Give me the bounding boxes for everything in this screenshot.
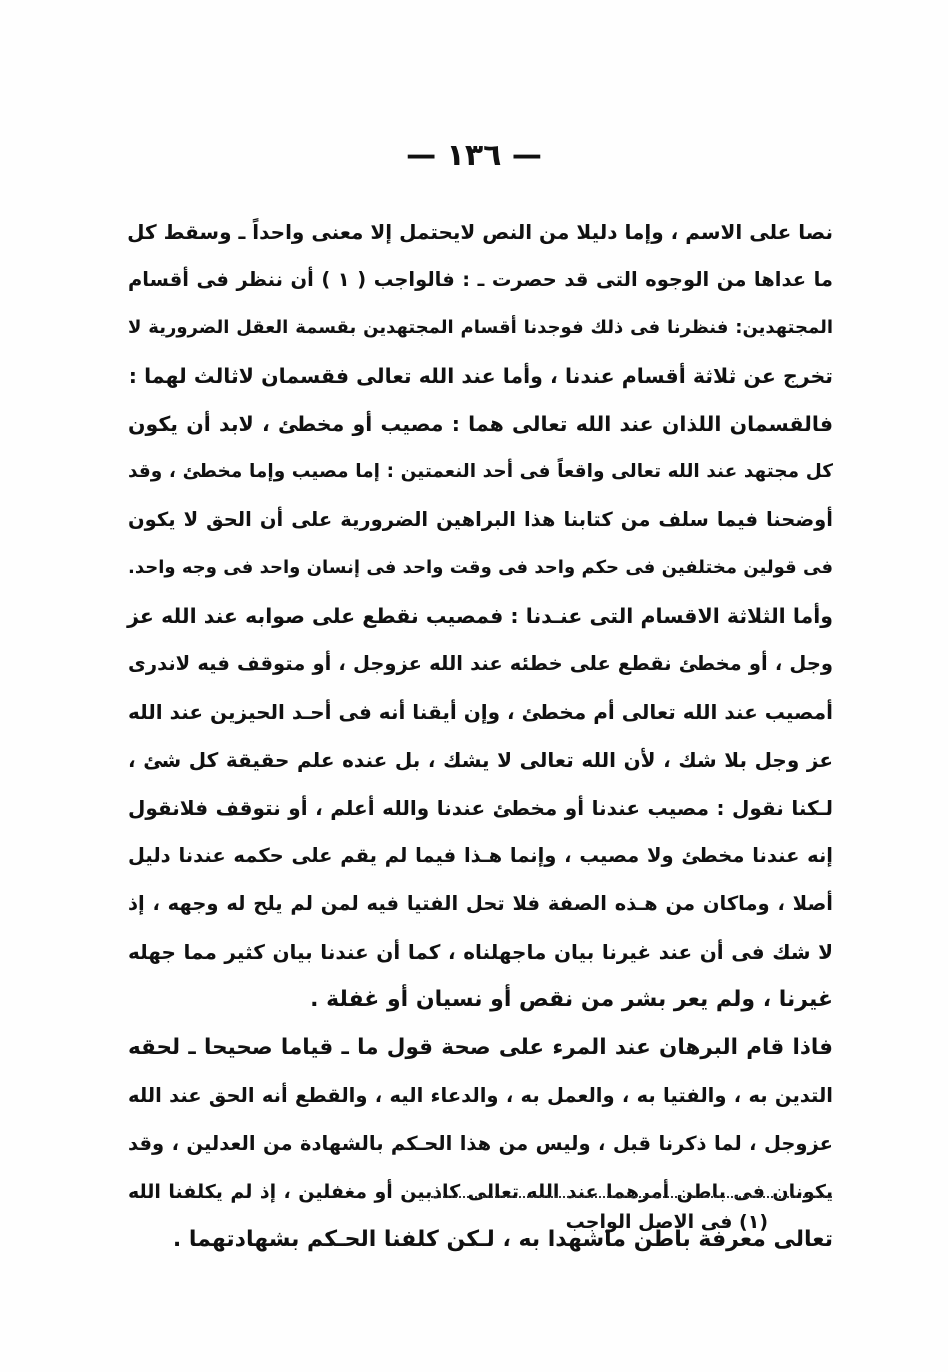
text-line: وأما الثلاثة الاقسام التى عنـدنا : فمصيب نقطع على صوابه عند الله عز [127,604,833,628]
text-line: وجل ، أو مخطئ نقطع على خطئه عند الله عزوجل ، أو متوقف فيه لاندرى [128,652,833,675]
text-line: لـكنا نقول : مصيب عندنا أو مخطئ عندنا والله أعلم ، أو نتوقف فلانقول [128,796,833,820]
text-line: يكونان فى باطن أمرهما عند الله تعالى كاذبين أو مغفلين ، إذ لم يكلفنا الله [128,1181,833,1203]
text-line: نصا على الاسم ، وإما دليلا من النص لايحتمل إلا معنى واحداً ـ وسقط كل [127,220,833,244]
text-line: أصلا ، وماكان من هـذه الصفة فلا تحل الفتيا فيه لمن لم يلح له وجهه ، إذ [128,892,833,915]
text-line: فاذا قام البرهان عند المرء على صحة قول ما ـ قياما صحيحا ـ لحقه [128,1035,833,1060]
text-line: عز وجل بلا شك ، لأن الله تعالى لا يشك ، بل عنده علم حقيقة كل شئ ، [128,748,833,772]
text-line: التدين به ، والفتيا به ، والعمل به ، والدعاء اليه ، والقطع أنه الحق عند الله [128,1084,833,1107]
text-line: المجتهدين: فنظرنا فى ذلك فوجدنا أقسام المجتهدين بقسمة العقل الضرورية لا [128,317,833,338]
text-line: تخرج عن ثلاثة أقسام عندنا ، وأما عند الله تعالى فقسمان لاثالث لهما : [128,364,833,388]
text-line: كل مجتهد عند الله تعالى واقعاً فى أحد النعمتين : إما مصيب وإما مخطئ ، وقد [128,461,833,482]
footnote-separator [428,1196,832,1198]
text-line: أوضحنا فيما سلف من كتابنا هذا البراهين الضرورية على أن الحق لا يكون [128,508,833,531]
paragraph-2 [128,400,833,592]
paragraph-3 [128,592,833,1024]
paragraph-1 [128,208,833,400]
text-line: تعالى معرفة باطن ماشهدا به ، لـكن كلفنا الحـكم بشهادتهما . [172,1227,833,1252]
text-line: لا شك فى أن عند غيرنا بيان ماجهلناه ، كما أن عندنا بيان كثير مما جهله [128,940,833,964]
text-line: غيرنا ، ولم يعر بشر من نقص أو نسيان أو غفلة . [310,987,833,1012]
footnote: (١) فى الاصل الواجب [565,1211,768,1233]
text-line: فالقسمان اللذان عند الله تعالى هما : مصيب أو مخطئ ، لابد أن يكون [128,412,833,436]
text-line: فى قولين مختلفين فى حكم واحد فى وقت واحد فى إنسان واحد فى وجه واحد. [128,557,833,578]
text-line: ما عداها من الوجوه التى قد حصرت ـ : فالواجب ( ١ ) أن ننظر فى أقسام [128,268,833,291]
text-line: إنه عندنا مخطئ ولا مصيب ، وإنما هـذا فيما لم يقم على حكمه عندنا دليل [128,844,833,867]
page-number: — ١٣٦ — [406,138,542,173]
text-line: عزوجل ، لما ذكرنا قبل ، وليس من هذا الحـكم بالشهادة من العدلين ، وقد [128,1132,833,1155]
text-line: أمصيب عند الله تعالى أم مخطئ ، وإن أيقنا أنه فى أحـد الحيزين عند الله [128,700,833,724]
body-text [128,208,833,1264]
